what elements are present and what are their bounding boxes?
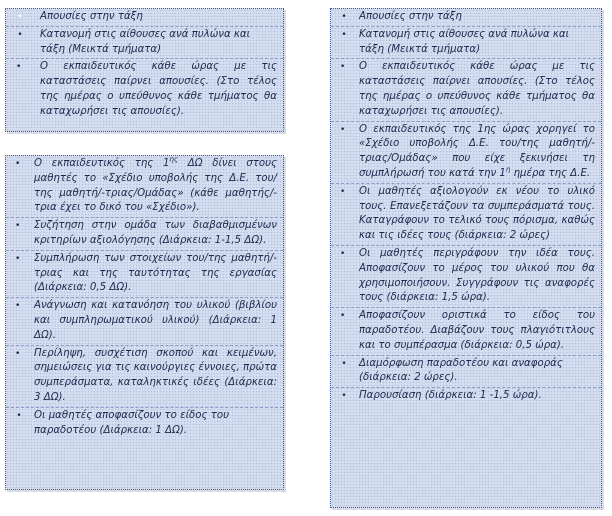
list-item-text: Απουσίες στην τάξη xyxy=(40,11,143,22)
list-item xyxy=(331,184,601,246)
bullet-icon: • xyxy=(15,221,21,232)
list-item-text: Οι μαθητές περιγράφουν την ιδέα τους. Αποφασίζουν το μέρος του υλικού που θα χρησιμοποιήσουν. Συγγράφουν τις αναφορές τους (διάρκεια: 1,5 ώρα). xyxy=(359,247,595,304)
list-item-text: Ο εκπαιδευτικός κάθε ώρας με τις καταστάσεις παίρνει απουσίες. (Στο τέλος της ημέρας ο υπεύθυνος κάθε τμήματος θα καταχωρήσει τις απουσίες). xyxy=(359,61,595,117)
list-item xyxy=(6,218,283,251)
bullet-icon: • xyxy=(15,159,21,169)
bullet-icon: • xyxy=(340,124,346,135)
list-item-text: Οι μαθητές αξιολογούν εκ νέου το υλικό τους. Επανεξετάζουν τα συμπεράσματά τους. Καταγράφουν το τελικό τους πόρισμα, καθώς και τις ιδέες τους (διάρκεια: 2 ώρες) xyxy=(359,185,595,242)
list-item xyxy=(6,59,283,120)
list-item xyxy=(6,156,283,218)
bullet-icon: • xyxy=(17,29,23,40)
list-item-text: Ο εκπαιδευτικός κάθε ώρας με τις καταστάσεις παίρνει απουσίες. (Στο τέλος της ημέρας ο υπεύθυνος κάθε τμήματος θα καταχωρήσει τις απουσίες). xyxy=(40,61,277,117)
bullet-icon: • xyxy=(341,391,347,402)
bullet-icon: • xyxy=(340,248,346,259)
bullet-icon: • xyxy=(16,410,22,421)
list-item-text: Οι μαθητές αποφασίζουν το είδος του παραδοτέου (Διάρκεια: 1 ΔΩ). xyxy=(34,409,229,436)
bullet-icon: • xyxy=(341,29,347,40)
bullet-icon: • xyxy=(340,311,346,322)
left-top-panel xyxy=(5,8,284,132)
bullet-icon: • xyxy=(17,12,23,22)
list-item-text: Κατανομή στις αίθουσες ανά πυλώνα και τάξη (Μεικτά τμήματα) xyxy=(40,28,251,55)
list-item-text: Κατανομή στις αίθουσες ανά πυλώνα και τάξη (Μεικτά τμήματα) xyxy=(359,28,570,55)
list-item-text: Ο εκπαιδευτικός της 1ης ώρας χορηγεί το «Σχέδιο υποβολής Δ.Ε. του/της μαθητή/-τριας/Ομάδας» που είχε ξεκινήσει τη συμπλήρωσή του κατά την $1^\eta$ ημέρα της Δ.Ε. xyxy=(359,123,595,179)
list-item xyxy=(6,9,283,27)
list-item xyxy=(331,59,601,121)
list-item xyxy=(6,346,283,408)
list-item-text: Ο εκπαιδευτικός της $1^{\eta\varsigma}$ ΔΩ δίνει στους μαθητές το «Σχέδιο υποβολής της Δ.Ε. του/της μαθητή/-τριας/Ομάδας» (κάθε μαθητής/-τρια έχει το δικό του «Σχέδιο»). xyxy=(34,155,277,214)
list-item-text: Απουσίες στην τάξη xyxy=(359,11,462,22)
list-item xyxy=(331,388,601,405)
bullet-icon: • xyxy=(15,301,21,312)
list-item xyxy=(331,122,601,184)
list-item xyxy=(331,308,601,355)
list-item xyxy=(6,27,283,60)
list-item-text: Αποφασίζουν οριστικά το είδος του παραδοτέου. Διαβάζουν τους πλαγιότιτλους και το συμπέρασμα (διάρκεια: 0,5 ώρα). xyxy=(359,310,595,351)
list-item xyxy=(6,251,283,298)
right-panel xyxy=(330,8,602,508)
list-item-text: Διαμόρφωση παραδοτέου και αναφοράς (διάρκεια: 2 ώρες). xyxy=(359,357,563,384)
bullet-icon: • xyxy=(340,62,346,73)
list-item xyxy=(331,27,601,60)
list-item-text: Περίληψη, συσχέτιση σκοπού και κειμένων, σημειώσεις για τις καινούργιες έννοιες, πρώτα συμπεράσματα, καταληκτικές ιδέες (Διάρκεια: 3 ΔΩ). xyxy=(34,347,277,403)
bullet-icon: • xyxy=(340,186,346,197)
list-item xyxy=(6,408,283,440)
list-item-text: Συμπλήρωση των στοιχείων του/της μαθητή/-τριας και της ταυτότητας της εργασίας (Διάρκεια: 0,5 ΔΩ). xyxy=(34,252,277,294)
list-item-text: Συζήτηση στην ομάδα των διαβαθμισμένων κριτηρίων αξιολόγησης (Διάρκεια: 1-1,5 ΔΩ). xyxy=(34,220,277,246)
list-item-text: Παρουσίαση (διάρκεια: 1 -1,5 ώρα). xyxy=(359,390,542,402)
bullet-icon: • xyxy=(15,253,21,264)
left-bottom-panel xyxy=(5,155,284,490)
list-item-text: Ανάγνωση και κατανόηση του υλικού (βιβλίου και συμπληρωματικού υλικού) (Διάρκεια: 1 ΔΩ). xyxy=(34,300,277,341)
list-item xyxy=(331,246,601,308)
bullet-icon: • xyxy=(341,358,347,369)
bullet-icon: • xyxy=(341,12,347,22)
list-item xyxy=(331,356,601,389)
bullet-icon: • xyxy=(15,348,21,359)
list-item xyxy=(331,9,601,27)
bullet-icon: • xyxy=(16,62,22,73)
list-item xyxy=(6,298,283,345)
